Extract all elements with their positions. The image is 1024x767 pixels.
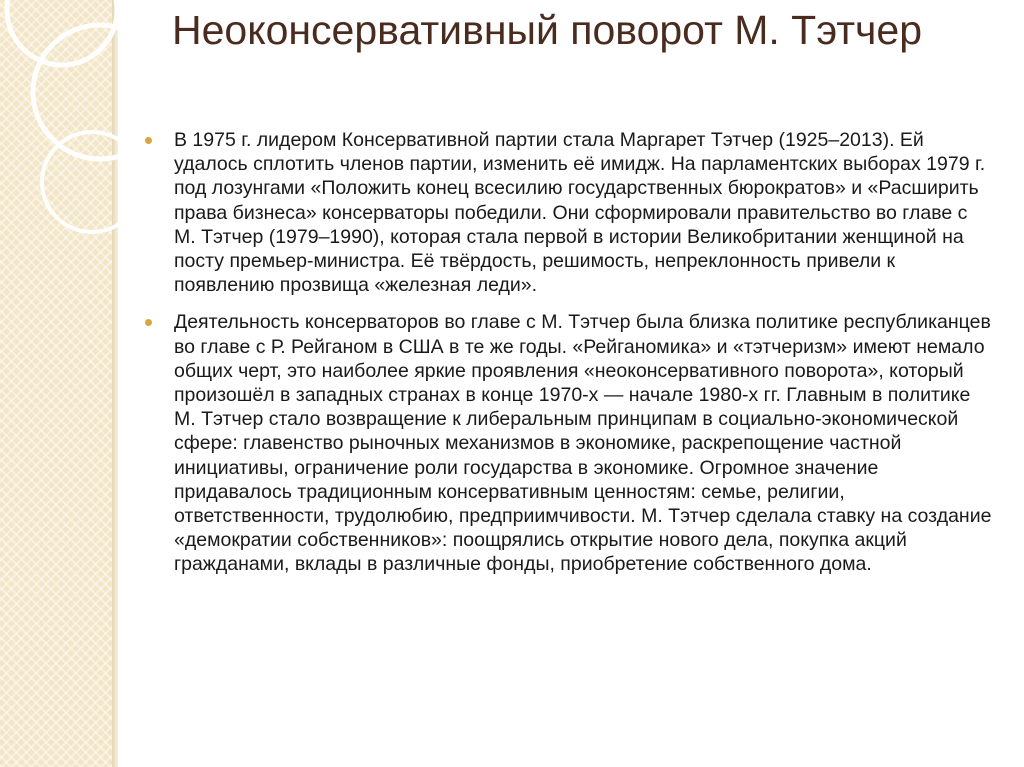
bullet-item-1 <box>143 128 993 297</box>
bullet-dot-icon <box>145 137 152 144</box>
bullet-text: Деятельность консерваторов во главе с М. Тэтчер была близка политике республиканцев во главе с Р. Рейганом в США в те же годы. «Рейганомика» и «тэтчеризм» имеют немало общих черт, это наиболее яркие проявления «неоконсервативного поворота», который произошёл в западных странах в конце 1970-х — начале 1980-х гг. Главным в политике М. Тэтчер стало возвращение к либеральным принципам в социально-экономической сфере: главенство рыночных механизмов в экономике, раскрепощение частной инициативы, ограничение роли государства в экономике. Огромное значение придавалось традиционным консервативным ценностям: семье, религии, ответственности, трудолюбию, предприимчивости. М. Тэтчер сделала ставку на создание «демократии собственников»: поощрялись открытие нового дела, покупка акций гражданами, вклады в различные фонды, приобретение собственного дома. <box>174 311 992 576</box>
bullet-list <box>143 128 993 590</box>
bullet-item-2 <box>143 310 993 576</box>
bullet-text: В 1975 г. лидером Консервативной партии стала Маргарет Тэтчер (1925–2013). Ей удалось сплотить членов партии, изменить её имидж. На парламентских выборах 1979 г. под лозунгами «Положить конец всесилию государственных бюрократов» и «Расширить права бизнеса» консерваторы победили. Они сформировали правительство во главе с М. Тэтчер (1979–1990), которая стала первой в истории Великобритании женщиной на посту премьер-министра. Её твёрдость, решимость, непреклонность привели к появлению прозвища «железная леди». <box>174 129 986 297</box>
bullet-dot-icon <box>145 319 152 326</box>
slide-title: Неоконсервативный поворот М. Тэтчер <box>172 7 922 53</box>
